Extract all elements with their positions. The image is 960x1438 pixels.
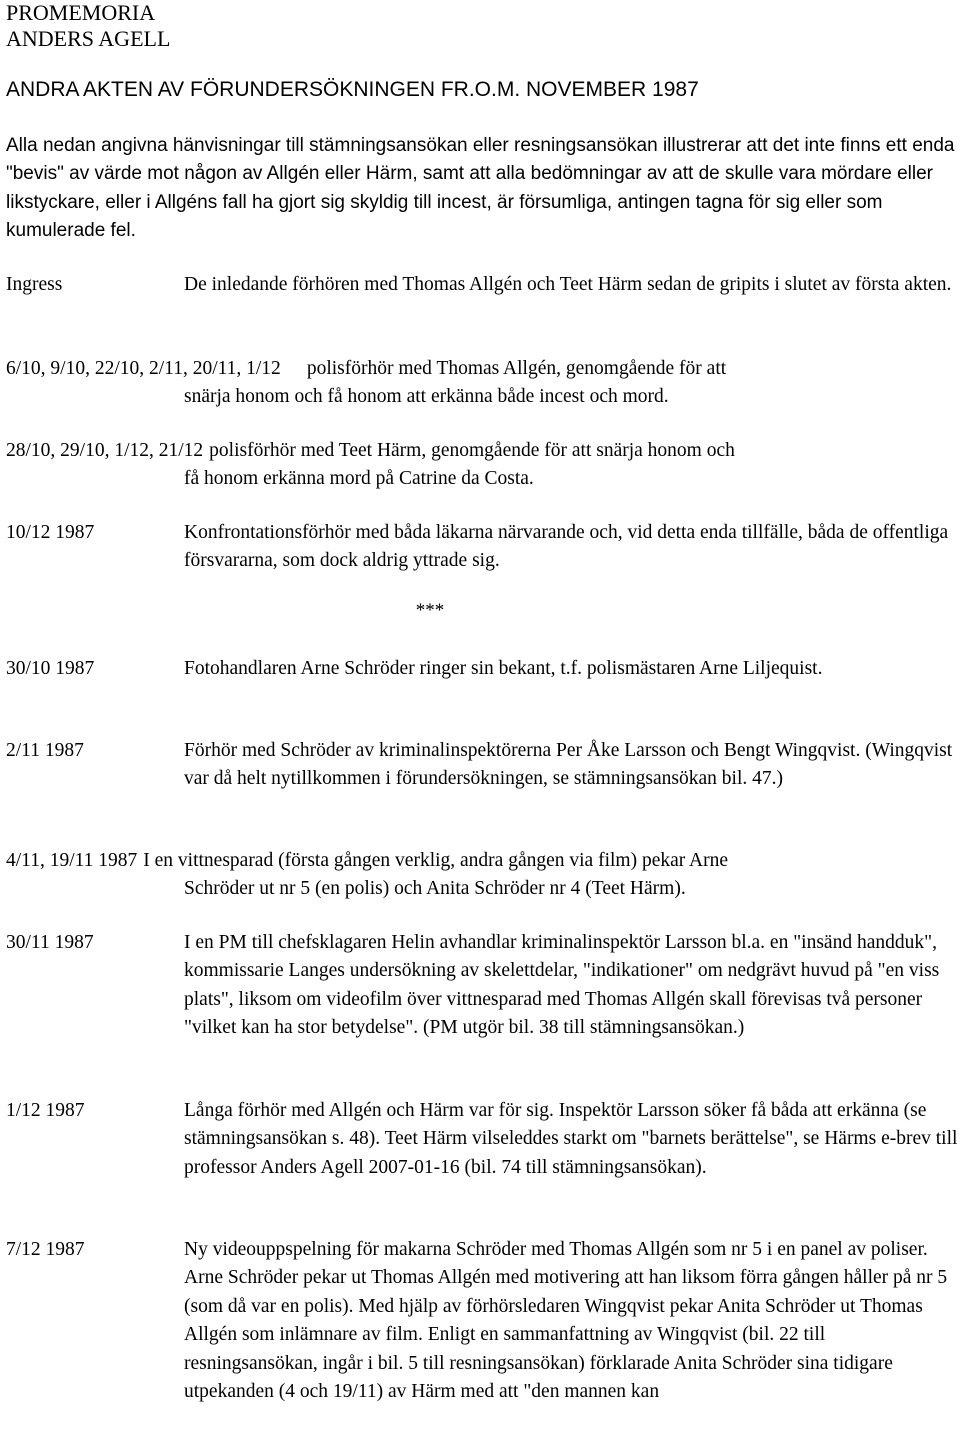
entry-label: 4/11, 19/11 1987 (6, 850, 138, 871)
entry-7-12-1987 (6, 1236, 960, 1406)
entry-label: 28/10, 29/10, 1/12, 21/12 (6, 440, 204, 461)
entry-text-rest: få honom erkänna mord på Catrine da Costa. (184, 468, 534, 490)
intro-paragraph: Alla nedan angivna hänvisningar till stämningsansökan eller resningsansökan illustrerar att det inte finns ett enda "bevis" av värde mot någon av Allgén eller Härm, samt att alla bedömningar av att de skulle vara mördare eller likstyckare, eller i Allgéns fall ha gjort sig skyldig till incest, är försumliga, antingen tagna för sig eller som kumulerade fel. (6, 135, 955, 242)
entry-text: Fotohandlaren Arne Schröder ringer sin bekant, t.f. polismästaren Arne Liljequist. (184, 658, 823, 679)
entry-30-11-1987 (6, 929, 960, 1043)
entry-ingress (6, 271, 960, 299)
entry-text: I en PM till chefsklagaren Helin avhandlar kriminalinspektör Larsson bl.a. en "insänd handduk", kommissarie Langes undersökning av skelettdelar, "indikationer" om nedgrävt huvud på "en viss plats", liksom om videofilm över vittnesparad med Thomas Allgén skall förevisas två personer "vilket kan ha stor betydelse". (PM utgör bil. 38 till stämningsansökan.) (184, 932, 940, 1039)
entry-text-first: polisförhör med Thomas Allgén, genomgående för att (306, 358, 727, 379)
entry-first-line (6, 355, 960, 383)
entry-text-first: polisförhör med Teet Härm, genomgående för att snärja honom och (209, 440, 735, 461)
entry-label: 2/11 1987 (6, 740, 84, 761)
entry-first-line (6, 437, 960, 465)
entry-text-rest: Schröder ut nr 5 (en polis) och Anita Schröder nr 4 (Teet Härm). (184, 878, 686, 900)
entry-10-12-1987 (6, 519, 960, 576)
entry-text-rest: snärja honom och få honom att erkänna både incest och mord. (184, 386, 669, 408)
entry-label: 7/12 1987 (6, 1239, 85, 1260)
entry-2-11-1987 (6, 737, 960, 794)
entry-4-11-19-11-1987 (6, 847, 960, 904)
entry-30-10-1987 (6, 655, 960, 683)
entry-label: 30/10 1987 (6, 658, 95, 679)
entry-text: De inledande förhören med Thomas Allgén och Teet Härm sedan de gripits i slutet av första akten. (184, 274, 952, 295)
entry-label: Ingress (6, 274, 63, 295)
entry-first-line (6, 847, 960, 875)
entry-harm-interrogations (6, 437, 960, 494)
entry-text: Förhör med Schröder av kriminalinspektörerna Per Åke Larsson och Bengt Wingqvist. (Wingqvist var då helt nytillkommen i förundersökningen, se stämningsansökan bil. 47.) (184, 740, 953, 790)
section-separator: *** (415, 600, 445, 621)
entry-label: 30/11 1987 (6, 932, 94, 953)
entry-text-first: I en vittnesparad (första gången verklig, andra gången via film) pekar Arne (143, 850, 729, 871)
entry-label: 10/12 1987 (6, 522, 95, 543)
entry-allgen-interrogations (6, 355, 960, 412)
entry-text: Ny videouppspelning för makarna Schröder med Thomas Allgén som nr 5 i en panel av poliser. Arne Schröder pekar ut Thomas Allgén med motivering att han liksom förra gången håller på nr 5 (som då var en polis). Med hjälp av förhörsledaren Wingqvist pekar Anita Schröder ut Thomas Allgén som inlämnare av film. Enligt en sammanfattning av Wingqvist (bil. 22 till resningsansökan, ingår i bil. 5 till resningsansökan) förklarade Anita Schröder sina tidigare utpekanden (4 och 19/11) av Härm med att "den mannen kan (184, 1239, 948, 1403)
entry-text: Konfrontationsförhör med båda läkarna närvarande och, vid detta enda tillfälle, båda de offentliga försvararna, som dock aldrig yttrade sig. (184, 522, 949, 572)
entry-text: Långa förhör med Allgén och Härm var för sig. Inspektör Larsson söker få båda att erkänna (se stämningsansökan s. 48). Teet Härm vilseleddes starkt om "barnets berättelse", se Härms e-brev till professor Anders Agell 2007-01-16 (bil. 74 till stämningsansökan). (184, 1100, 958, 1178)
memo-heading: PROMEMORIA (6, 0, 156, 25)
section-title: ANDRA AKTEN AV FÖRUNDERSÖKNINGEN FR.O.M. NOVEMBER 1987 (6, 78, 699, 101)
entry-label: 6/10, 9/10, 22/10, 2/11, 20/11, 1/12 (6, 358, 281, 379)
entry-label: 1/12 1987 (6, 1100, 85, 1121)
entry-1-12-1987 (6, 1097, 960, 1182)
author-name: ANDERS AGELL (6, 26, 171, 51)
